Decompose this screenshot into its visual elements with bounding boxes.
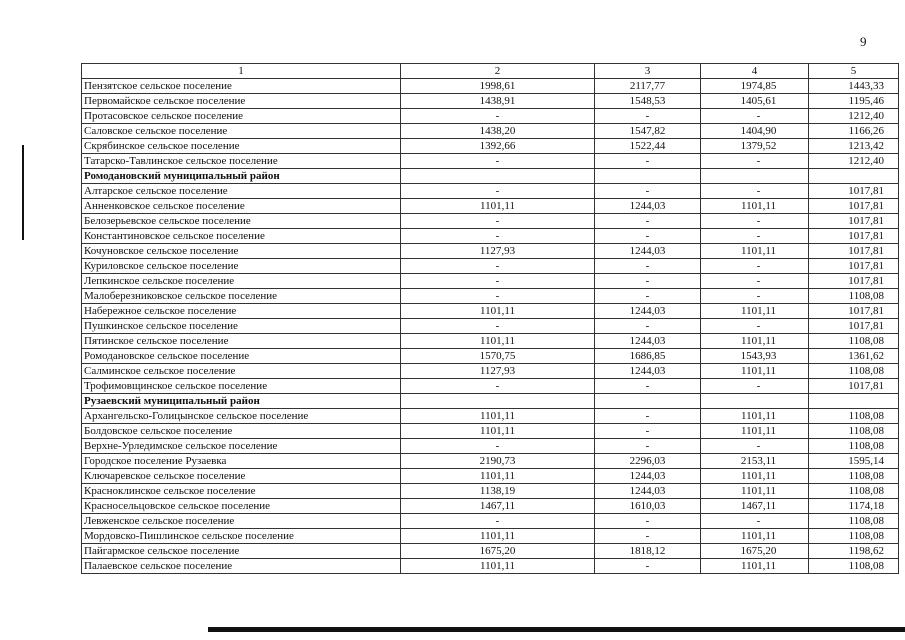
value-cell-c2: -: [401, 514, 595, 529]
value-cell-c2: [401, 169, 595, 184]
table-row: [82, 139, 899, 154]
settlement-name: Кочуновское сельское поселение: [82, 244, 401, 259]
value-cell-c4: -: [701, 514, 809, 529]
value-cell-c2: 1101,11: [401, 469, 595, 484]
value-cell-c3: -: [595, 424, 701, 439]
value-cell-c4: [701, 169, 809, 184]
value-cell-c3: -: [595, 529, 701, 544]
value-cell-c4: -: [701, 109, 809, 124]
value-cell-c3: 1244,03: [595, 469, 701, 484]
header-cell-4: 4: [701, 64, 809, 79]
settlement-name: Пайгармское сельское поселение: [82, 544, 401, 559]
value-cell-c5: 1017,81: [809, 379, 899, 394]
value-cell-c2: 2190,73: [401, 454, 595, 469]
table-row: [82, 109, 899, 124]
settlement-name: Ключаревское сельское поселение: [82, 469, 401, 484]
value-cell-c5: 1212,40: [809, 109, 899, 124]
value-cell-c3: -: [595, 409, 701, 424]
value-cell-c2: 1101,11: [401, 334, 595, 349]
value-cell-c4: 1101,11: [701, 304, 809, 319]
settlement-name: Ромодановское сельское поселение: [82, 349, 401, 364]
table-row: [82, 379, 899, 394]
value-cell-c2: -: [401, 229, 595, 244]
settlement-name: Лепкинское сельское поселение: [82, 274, 401, 289]
value-cell-c4: 1467,11: [701, 499, 809, 514]
value-cell-c2: [401, 394, 595, 409]
value-cell-c2: -: [401, 184, 595, 199]
value-cell-c5: 1017,81: [809, 214, 899, 229]
value-cell-c4: 1101,11: [701, 334, 809, 349]
value-cell-c4: -: [701, 154, 809, 169]
value-cell-c2: -: [401, 319, 595, 334]
value-cell-c3: 1244,03: [595, 484, 701, 499]
table-row: [82, 94, 899, 109]
value-cell-c5: 1213,42: [809, 139, 899, 154]
value-cell-c2: 1675,20: [401, 544, 595, 559]
value-cell-c3: -: [595, 289, 701, 304]
value-cell-c3: -: [595, 109, 701, 124]
settlement-name: Протасовское сельское поселение: [82, 109, 401, 124]
value-cell-c2: 1998,61: [401, 79, 595, 94]
settlement-name: Болдовское сельское поселение: [82, 424, 401, 439]
value-cell-c2: 1570,75: [401, 349, 595, 364]
district-name: Рузаевский муниципальный район: [82, 394, 401, 409]
value-cell-c3: -: [595, 559, 701, 574]
table-row: [82, 349, 899, 364]
table-row: [82, 244, 899, 259]
value-cell-c5: 1198,62: [809, 544, 899, 559]
table-row: [82, 304, 899, 319]
value-cell-c5: 1108,08: [809, 514, 899, 529]
value-cell-c2: -: [401, 289, 595, 304]
value-cell-c4: 1675,20: [701, 544, 809, 559]
value-cell-c2: 1101,11: [401, 409, 595, 424]
value-cell-c3: 1547,82: [595, 124, 701, 139]
value-cell-c3: -: [595, 154, 701, 169]
value-cell-c2: 1467,11: [401, 499, 595, 514]
value-cell-c4: -: [701, 229, 809, 244]
value-cell-c3: 1244,03: [595, 364, 701, 379]
value-cell-c2: 1101,11: [401, 304, 595, 319]
value-cell-c5: 1108,08: [809, 289, 899, 304]
settlement-name: Городское поселение Рузаевка: [82, 454, 401, 469]
settlement-name: Палаевское сельское поселение: [82, 559, 401, 574]
value-cell-c3: 1244,03: [595, 244, 701, 259]
value-cell-c2: -: [401, 379, 595, 394]
settlement-name: Белозерьевское сельское поселение: [82, 214, 401, 229]
table-row: [82, 259, 899, 274]
settlement-name: Пушкинское сельское поселение: [82, 319, 401, 334]
value-cell-c4: -: [701, 439, 809, 454]
settlement-name: Красносельцовское сельское поселение: [82, 499, 401, 514]
value-cell-c5: 1108,08: [809, 469, 899, 484]
value-cell-c2: -: [401, 259, 595, 274]
table-row: [82, 229, 899, 244]
value-cell-c2: -: [401, 109, 595, 124]
value-cell-c3: -: [595, 214, 701, 229]
table-row: [82, 124, 899, 139]
value-cell-c2: 1127,93: [401, 364, 595, 379]
table-row: [82, 319, 899, 334]
table-row: [82, 214, 899, 229]
value-cell-c4: 1405,61: [701, 94, 809, 109]
table-row: [82, 439, 899, 454]
value-cell-c5: 1108,08: [809, 424, 899, 439]
value-cell-c3: 1610,03: [595, 499, 701, 514]
value-cell-c3: 1244,03: [595, 334, 701, 349]
value-cell-c4: 1101,11: [701, 559, 809, 574]
table-row: [82, 424, 899, 439]
value-cell-c5: 1017,81: [809, 229, 899, 244]
value-cell-c3: 1244,03: [595, 199, 701, 214]
table-row: [82, 184, 899, 199]
value-cell-c3: 1818,12: [595, 544, 701, 559]
table-row: [82, 334, 899, 349]
value-cell-c5: [809, 394, 899, 409]
page-number: 9: [860, 34, 867, 49]
value-cell-c5: 1017,81: [809, 259, 899, 274]
value-cell-c3: -: [595, 439, 701, 454]
header-cell-2: 2: [401, 64, 595, 79]
value-cell-c5: 1017,81: [809, 274, 899, 289]
value-cell-c2: 1392,66: [401, 139, 595, 154]
settlement-name: Салминское сельское поселение: [82, 364, 401, 379]
value-cell-c4: -: [701, 289, 809, 304]
value-cell-c3: 1522,44: [595, 139, 701, 154]
value-cell-c5: 1212,40: [809, 154, 899, 169]
value-cell-c3: [595, 169, 701, 184]
settlement-name: Саловское сельское поселение: [82, 124, 401, 139]
value-cell-c3: 2117,77: [595, 79, 701, 94]
value-cell-c5: 1595,14: [809, 454, 899, 469]
value-cell-c4: -: [701, 259, 809, 274]
settlement-name: Малоберезниковское сельское поселение: [82, 289, 401, 304]
value-cell-c3: -: [595, 229, 701, 244]
value-cell-c3: -: [595, 274, 701, 289]
value-cell-c4: -: [701, 214, 809, 229]
settlement-name: Скрябинское сельское поселение: [82, 139, 401, 154]
value-cell-c3: [595, 394, 701, 409]
value-cell-c3: -: [595, 259, 701, 274]
value-cell-c5: 1443,33: [809, 79, 899, 94]
value-cell-c5: 1108,08: [809, 334, 899, 349]
value-cell-c2: 1438,91: [401, 94, 595, 109]
value-cell-c4: -: [701, 184, 809, 199]
settlement-name: Анненковское сельское поселение: [82, 199, 401, 214]
value-cell-c2: 1101,11: [401, 559, 595, 574]
value-cell-c3: 1548,53: [595, 94, 701, 109]
value-cell-c4: 1404,90: [701, 124, 809, 139]
settlement-name: Левженское сельское поселение: [82, 514, 401, 529]
value-cell-c4: 1101,11: [701, 409, 809, 424]
table-row: [82, 199, 899, 214]
value-cell-c5: 1017,81: [809, 199, 899, 214]
settlement-name: Красноклинское сельское поселение: [82, 484, 401, 499]
table-row: [82, 289, 899, 304]
tariff-table: [81, 63, 899, 574]
table-row: [82, 514, 899, 529]
settlement-name: Трофимовщинское сельское поселение: [82, 379, 401, 394]
table-row: [82, 529, 899, 544]
value-cell-c5: 1166,26: [809, 124, 899, 139]
value-cell-c2: 1101,11: [401, 199, 595, 214]
value-cell-c4: -: [701, 379, 809, 394]
value-cell-c4: 1101,11: [701, 244, 809, 259]
value-cell-c4: 1101,11: [701, 364, 809, 379]
settlement-name: Архангельско-Голицынское сельское поселение: [82, 409, 401, 424]
value-cell-c5: 1108,08: [809, 409, 899, 424]
table-row: [82, 409, 899, 424]
value-cell-c3: -: [595, 319, 701, 334]
value-cell-c4: 1101,11: [701, 469, 809, 484]
value-cell-c2: -: [401, 214, 595, 229]
settlement-name: Куриловское сельское поселение: [82, 259, 401, 274]
value-cell-c2: 1101,11: [401, 424, 595, 439]
value-cell-c2: -: [401, 274, 595, 289]
district-header-row: [82, 169, 899, 184]
table-row: [82, 484, 899, 499]
value-cell-c3: -: [595, 514, 701, 529]
settlement-name: Татарско-Тавлинское сельское поселение: [82, 154, 401, 169]
table-header-row: [82, 64, 899, 79]
value-cell-c3: 1244,03: [595, 304, 701, 319]
value-cell-c3: 1686,85: [595, 349, 701, 364]
table-row: [82, 469, 899, 484]
scan-bottom-edge: [208, 627, 905, 632]
value-cell-c4: 1101,11: [701, 529, 809, 544]
table-row: [82, 274, 899, 289]
settlement-name: Верхне-Урледимское сельское поселение: [82, 439, 401, 454]
value-cell-c5: 1195,46: [809, 94, 899, 109]
value-cell-c3: 2296,03: [595, 454, 701, 469]
value-cell-c2: 1138,19: [401, 484, 595, 499]
value-cell-c2: -: [401, 439, 595, 454]
value-cell-c5: 1108,08: [809, 559, 899, 574]
value-cell-c2: 1127,93: [401, 244, 595, 259]
value-cell-c4: 1101,11: [701, 424, 809, 439]
value-cell-c4: -: [701, 274, 809, 289]
table-row: [82, 559, 899, 574]
value-cell-c5: 1108,08: [809, 364, 899, 379]
value-cell-c2: -: [401, 154, 595, 169]
table-row: [82, 364, 899, 379]
value-cell-c5: 1174,18: [809, 499, 899, 514]
value-cell-c5: 1017,81: [809, 319, 899, 334]
settlement-name: Алтарское сельское поселение: [82, 184, 401, 199]
value-cell-c2: 1438,20: [401, 124, 595, 139]
scan-margin-line: [22, 145, 24, 240]
settlement-name: Константиновское сельское поселение: [82, 229, 401, 244]
table-row: [82, 499, 899, 514]
settlement-name: Первомайское сельское поселение: [82, 94, 401, 109]
value-cell-c3: -: [595, 184, 701, 199]
value-cell-c5: 1108,08: [809, 484, 899, 499]
value-cell-c5: 1017,81: [809, 304, 899, 319]
header-cell-5: 5: [809, 64, 899, 79]
value-cell-c4: 1379,52: [701, 139, 809, 154]
header-cell-3: 3: [595, 64, 701, 79]
value-cell-c4: 1101,11: [701, 199, 809, 214]
settlement-name: Пензятское сельское поселение: [82, 79, 401, 94]
district-name: Ромодановский муниципальный район: [82, 169, 401, 184]
value-cell-c4: 1974,85: [701, 79, 809, 94]
settlement-name: Набережное сельское поселение: [82, 304, 401, 319]
value-cell-c3: -: [595, 379, 701, 394]
table-row: [82, 454, 899, 469]
value-cell-c5: [809, 169, 899, 184]
value-cell-c4: 1543,93: [701, 349, 809, 364]
header-cell-1: 1: [82, 64, 401, 79]
settlement-name: Пятинское сельское поселение: [82, 334, 401, 349]
value-cell-c5: 1108,08: [809, 439, 899, 454]
value-cell-c4: 2153,11: [701, 454, 809, 469]
value-cell-c4: [701, 394, 809, 409]
value-cell-c4: 1101,11: [701, 484, 809, 499]
district-header-row: [82, 394, 899, 409]
value-cell-c5: 1017,81: [809, 184, 899, 199]
value-cell-c5: 1361,62: [809, 349, 899, 364]
value-cell-c5: 1108,08: [809, 529, 899, 544]
value-cell-c4: -: [701, 319, 809, 334]
table-row: [82, 154, 899, 169]
value-cell-c5: 1017,81: [809, 244, 899, 259]
value-cell-c2: 1101,11: [401, 529, 595, 544]
table-row: [82, 79, 899, 94]
settlement-name: Мордовско-Пишлинское сельское поселение: [82, 529, 401, 544]
table-row: [82, 544, 899, 559]
